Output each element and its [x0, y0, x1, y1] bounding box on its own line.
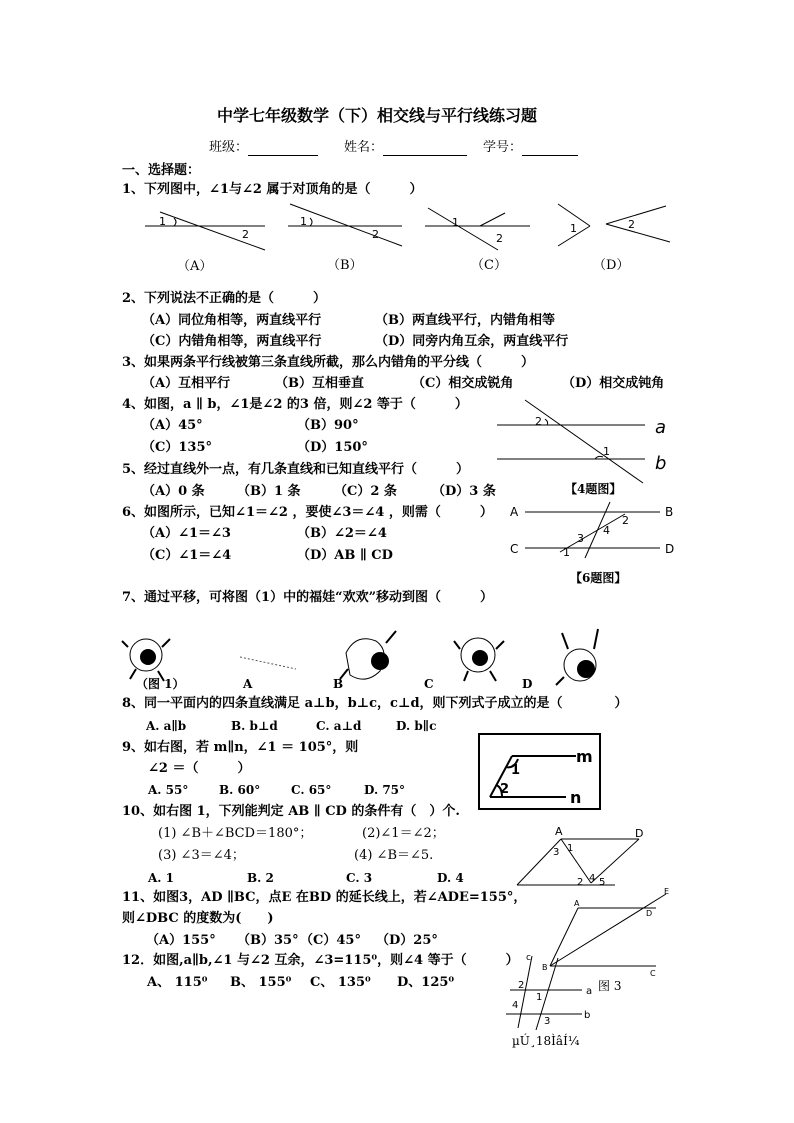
- fuwa-a-image: [240, 657, 296, 669]
- q10-cond-4: (4) ∠B＝∠5.: [354, 848, 434, 863]
- q4-option-a[interactable]: （A）45°: [142, 418, 203, 433]
- q11-caption: 图 3: [598, 979, 622, 993]
- q2-option-a[interactable]: （A）同位角相等，两直线平行: [142, 313, 322, 328]
- q4-angle2: 2: [535, 415, 542, 428]
- q1d-angle2: 2: [628, 218, 635, 231]
- q5-option-c[interactable]: （C）2 条: [334, 484, 397, 499]
- q1-figures: [140, 200, 680, 260]
- q7-label-a[interactable]: A: [243, 677, 253, 691]
- q6-angle2: 2: [622, 514, 629, 527]
- q10-cond-2: (2)∠1＝∠2；: [362, 826, 445, 841]
- q7-label-c[interactable]: C: [424, 677, 434, 691]
- q2-option-b[interactable]: （B）两直线平行，内错角相等: [375, 313, 555, 328]
- q11-option-a[interactable]: （A）155°: [146, 933, 216, 948]
- q8-option-c[interactable]: C. a⊥d: [316, 719, 362, 733]
- q12-option-a[interactable]: A、 115⁰: [147, 975, 208, 990]
- fuwa-d-image: [556, 629, 598, 685]
- class-blank[interactable]: [248, 142, 318, 156]
- q1c-angle2: 2: [496, 232, 503, 245]
- q1-label-a: （A）: [177, 259, 213, 274]
- q6-point-c: C: [510, 542, 519, 556]
- q12-option-d[interactable]: D、125⁰: [397, 975, 455, 990]
- q9-option-b[interactable]: B. 60°: [219, 783, 261, 797]
- q7-label-b[interactable]: B: [333, 677, 344, 691]
- q4-angle1: 1: [603, 445, 610, 458]
- page-title: 中学七年级数学（下）相交线与平行线练习题: [217, 106, 538, 125]
- q9-angle2: 2: [500, 782, 510, 797]
- fuwa-figure1-image: [122, 639, 170, 681]
- name-field: [344, 140, 467, 156]
- q8-option-d[interactable]: D. b∥c: [396, 719, 437, 733]
- q11-point-e: E: [664, 887, 670, 896]
- q10-option-b[interactable]: B. 2: [247, 871, 274, 885]
- q10-stem: 10、如右图 1，下列能判定 AB ∥ CD 的条件有（ ）个.: [122, 804, 460, 819]
- q11-point-a: A: [574, 899, 580, 908]
- q6-figure: [505, 500, 685, 560]
- q1-label-c: （C）: [471, 258, 507, 273]
- q7-stem: 7、通过平移，可将图（1）中的福娃“欢欢”移动到图（ ）: [122, 590, 494, 605]
- q3-option-d[interactable]: （D）相交成钝角: [562, 376, 665, 391]
- name-label: 姓名：: [344, 140, 384, 155]
- q9-option-a[interactable]: A. 55°: [148, 783, 189, 797]
- q9-stem: 9、如右图，若 m∥n，∠1 ＝ 105°，则: [122, 740, 359, 755]
- q5-option-a[interactable]: （A）0 条: [142, 484, 205, 499]
- q9-angle1: 1: [511, 763, 521, 778]
- q3-option-c[interactable]: （C）相交成锐角: [412, 376, 514, 391]
- q11-point-c: C: [650, 969, 656, 978]
- q5-option-d[interactable]: （D）3 条: [432, 484, 496, 499]
- q10-point-d: D: [635, 827, 644, 840]
- q4-figure: [495, 395, 675, 485]
- q10-option-d[interactable]: D. 4: [437, 871, 464, 885]
- q8-option-a[interactable]: A. a∥b: [146, 719, 187, 733]
- q6-point-b: B: [665, 505, 674, 519]
- q11-option-c[interactable]: （C）45°: [300, 933, 361, 948]
- q1b-angle2: 2: [372, 228, 379, 241]
- q4-option-d[interactable]: （D）150°: [297, 440, 368, 455]
- name-blank[interactable]: [383, 142, 467, 156]
- q12-figure: [500, 950, 610, 1030]
- q4-option-c[interactable]: （C）135°: [142, 440, 212, 455]
- q9-figure: [478, 733, 602, 811]
- q4-line-a: a: [655, 417, 667, 438]
- q10-cond-3: (3) ∠3＝∠4；: [158, 848, 245, 863]
- q9-stem-line2: ∠2 ＝（ ）: [148, 761, 251, 776]
- q12-option-c[interactable]: C、 135⁰: [310, 975, 371, 990]
- id-field: [483, 140, 578, 156]
- q10-figure: [515, 825, 655, 890]
- q3-option-a[interactable]: （A）互相平行: [142, 376, 231, 391]
- q7-label-d[interactable]: D: [522, 677, 533, 691]
- q12-line-c: c: [526, 953, 531, 963]
- q4-stem: 4、如图，a ∥ b，∠1是∠2 的3 倍，则∠2 等于（ ）: [122, 397, 468, 412]
- section-heading: 一、选择题：: [122, 163, 201, 178]
- q6-point-d: D: [665, 542, 675, 556]
- q6-angle3: 3: [577, 532, 584, 545]
- q4-caption: 【4题图】: [565, 482, 622, 496]
- q6-angle1: 1: [563, 546, 570, 559]
- q11-stem-line2: 则∠DBC 的度数为( ): [122, 911, 274, 926]
- q6-stem: 6、如图所示，已知∠1＝∠2 ，要使∠3＝∠4 ，则需（ ）: [122, 505, 493, 520]
- q10-angle4: 4: [589, 873, 596, 884]
- q11-point-d: D: [646, 909, 653, 918]
- q9-option-d[interactable]: D. 75°: [364, 783, 406, 797]
- q10-angle5: 5: [599, 877, 606, 888]
- q12-angle4: 4: [512, 1000, 519, 1011]
- q9-option-c[interactable]: C. 65°: [291, 783, 332, 797]
- q1a-angle2: 2: [242, 228, 249, 241]
- fuwa-c-image: [454, 638, 504, 681]
- q12-option-b[interactable]: B、 155⁰: [230, 975, 292, 990]
- q8-option-b[interactable]: B. b⊥d: [231, 719, 278, 733]
- q1a-angle1: 1: [159, 215, 166, 228]
- q6-option-b[interactable]: （B）∠2＝∠4: [297, 526, 387, 541]
- q10-cond-1: (1) ∠B＋∠BCD＝180°；: [158, 826, 313, 841]
- q10-point-a: A: [555, 825, 563, 838]
- q6-option-a[interactable]: （A）∠1＝∠3: [142, 526, 231, 541]
- q6-angle4: 4: [603, 524, 610, 537]
- q12-caption: µÚ¸18ÌâÍ¼: [512, 1034, 580, 1048]
- q6-option-c[interactable]: （C）∠1＝∠4: [142, 548, 232, 563]
- q6-point-a: A: [510, 505, 519, 519]
- q12-angle3: 3: [544, 1016, 551, 1027]
- q10-option-a[interactable]: A. 1: [148, 871, 175, 885]
- q12-line-a: a: [586, 986, 593, 997]
- q1-label-d: （D）: [593, 258, 630, 273]
- fuwa-b-image: [340, 631, 396, 679]
- q1b-angle1: 1: [300, 215, 307, 228]
- q11-option-d[interactable]: （D）25°: [376, 933, 438, 948]
- id-label: 学号：: [483, 140, 523, 155]
- q1c-angle1: 1: [452, 216, 459, 229]
- q7-label-fig1: （图 1）: [136, 677, 185, 691]
- q3-stem: 3、如果两条平行线被第三条直线所截，那么内错角的平分线（ ）: [122, 355, 535, 370]
- q10-option-c[interactable]: C. 3: [346, 871, 373, 885]
- q4-option-b[interactable]: （B）90°: [297, 418, 359, 433]
- q1-stem: 1、下列图中，∠1与∠2 属于对顶角的是（ ）: [122, 182, 423, 197]
- q10-angle3: 3: [553, 847, 560, 858]
- q1-label-b: （B）: [327, 258, 363, 273]
- q12-angle2: 2: [518, 980, 525, 991]
- q11-option-b[interactable]: （B）35°: [237, 933, 299, 948]
- q1d-angle1: 1: [570, 222, 577, 235]
- q12-stem: 12．如图,a∥b,∠1 与∠2 互余，∠3=115⁰，则∠4 等于（ ）: [122, 953, 519, 968]
- q5-option-b[interactable]: （B）1 条: [237, 484, 301, 499]
- q11-point-b: B: [542, 963, 548, 972]
- q2-stem: 2、下列说法不正确的是（ ）: [122, 291, 327, 306]
- q12-line-b: b: [584, 1010, 591, 1021]
- class-label: 班级：: [209, 140, 249, 155]
- q2-option-d[interactable]: （D）同旁内角互余，两直线平行: [375, 334, 569, 349]
- q4-line-b: b: [655, 453, 667, 474]
- q11-stem: 11、如图3，AD ∥BC，点E 在BD 的延长线上，若∠ADE=155°，: [122, 890, 527, 905]
- q2-option-c[interactable]: （C）内错角相等，两直线平行: [142, 334, 322, 349]
- class-field: [209, 140, 318, 156]
- id-blank[interactable]: [522, 142, 578, 156]
- q5-stem: 5、经过直线外一点，有几条直线和已知直线平行（ ）: [122, 462, 470, 477]
- q3-option-b[interactable]: （B）互相垂直: [275, 376, 364, 391]
- q9-line-m: m: [576, 747, 593, 766]
- q8-stem: 8、同一平面内的四条直线满足 a⊥b，b⊥c，c⊥d，则下列式子成立的是（ ）: [122, 696, 628, 711]
- q10-angle2: 2: [577, 877, 584, 888]
- q6-caption: 【6题图】: [570, 571, 627, 585]
- q6-option-d[interactable]: （D）AB ∥ CD: [297, 548, 393, 563]
- q12-angle1: 1: [536, 992, 543, 1003]
- q9-line-n: n: [570, 788, 582, 807]
- q10-angle1: 1: [567, 843, 574, 854]
- q7-figures: [118, 625, 618, 695]
